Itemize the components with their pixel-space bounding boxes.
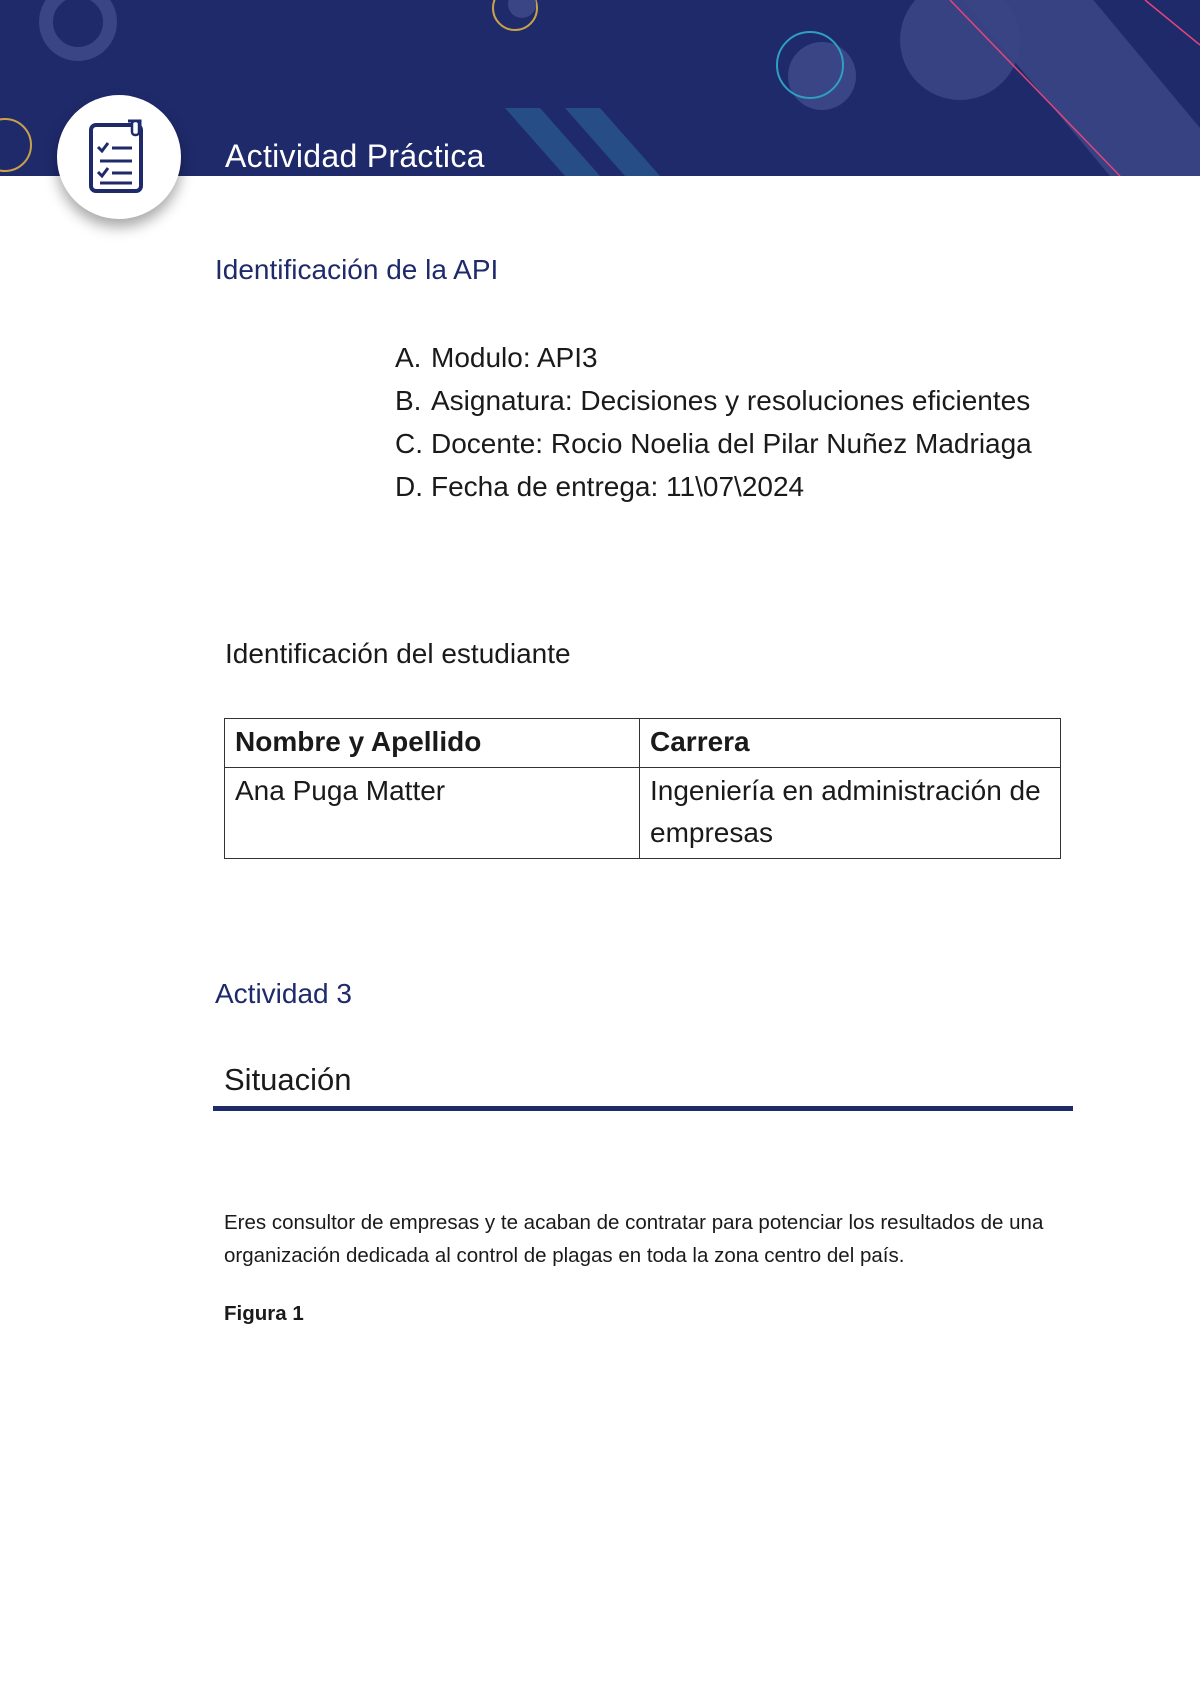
table-row [225, 768, 1061, 859]
subject-value: Asignatura: Decisiones y resoluciones eficientes [431, 385, 1031, 416]
situation-body-text: Eres consultor de empresas y te acaban de contratar para potenciar los resultados de una organización dedicada al control de plagas en toda la zona centro del país. [224, 1211, 1044, 1267]
list-item: D. Fecha de entrega: 11\07\2024 [395, 471, 805, 502]
column-header-career: Carrera [640, 719, 1061, 768]
checklist-document-icon [88, 119, 150, 195]
due-date-value: Fecha de entrega: 11\07\2024 [431, 471, 805, 502]
module-value: Modulo: API3 [431, 342, 598, 373]
student-career-cell: Ingeniería en administración de empresas [640, 768, 1061, 859]
api-info-list [395, 336, 1032, 508]
page-title: Actividad Práctica [225, 138, 485, 174]
activity-heading: Actividad 3 [215, 978, 352, 1009]
list-item: A. Modulo: API3 [395, 342, 598, 373]
header-icon-badge [57, 95, 181, 219]
column-header-name: Nombre y Apellido [225, 719, 640, 768]
student-table [224, 718, 1061, 859]
teacher-value: Docente: Rocio Noelia del Pilar Nuñez Madriaga [431, 428, 1032, 459]
student-section-heading: Identificación del estudiante [225, 638, 571, 669]
list-item: C. Docente: Rocio Noelia del Pilar Nuñez Madriaga [395, 428, 1032, 459]
situation-title: Situación [224, 1062, 352, 1097]
list-item: B. Asignatura: Decisiones y resoluciones eficientes [395, 385, 1031, 416]
section-divider [213, 1106, 1073, 1111]
table-header-row [225, 719, 1061, 768]
figure-label: Figura 1 [224, 1302, 304, 1325]
student-name-cell: Ana Puga Matter [225, 768, 640, 859]
api-section-heading: Identificación de la API [215, 254, 499, 285]
